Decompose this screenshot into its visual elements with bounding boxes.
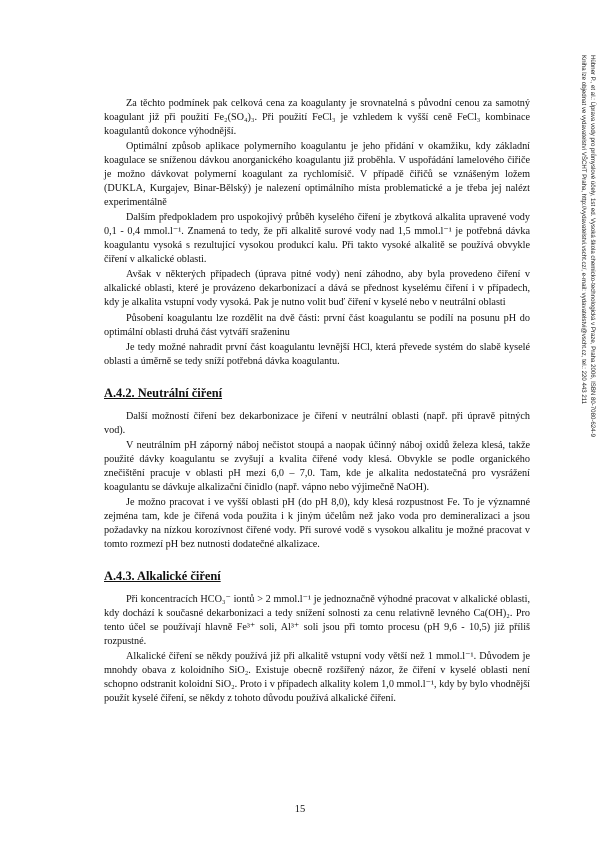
- paragraph: Alkalické čiření se někdy používá již při alkalitě vstupní vody větší než 1 mmol.l⁻¹. Důvodem je mnohdy obava z koloidního SiO₂. Existuje obecně rozšířený názor, že čiření v kyselé oblasti není schopno odstranit koloidní SiO₂. Proto i v případech alkality kolem 1,0 mmol.l⁻¹, kdy by bylo vhodnější použít kyselé čiření, se někdy z tohoto důvodu používá alkalické čiření.: [104, 650, 530, 704]
- side-citation-line: Hübner P., et al.: Úprava vody pro průmyslové účely, 1st ed. Vysoká škola chemicko-technologická v Praze, Praha 2006, ISBN 80-7080-624-9: [589, 55, 596, 437]
- side-citation: [569, 55, 597, 595]
- section-heading-a43: A.4.3. Alkalické čiření: [104, 568, 221, 583]
- paragraph: Další možností čiření bez dekarbonizace je čiření v neutrální oblasti (např. při úpravě pitných vod).: [104, 410, 530, 436]
- paragraph: Dalším předpokladem pro uspokojivý průběh kyselého čiření je zbytková alkalita upravené vody 0,1 - 0,4 mmol.l⁻¹. Znamená to tedy, že při alkalitě surové vody nad 1,5 mmol.l⁻¹ je potřebná dávka koagulantu vysoká s rezultující vysokou produkcí kalu. Při takto vysoké alkalitě se používá obvykle čiření v alkalické oblasti.: [104, 212, 530, 265]
- paragraph: V neutrálním pH záporný náboj nečistot stoupá a naopak účinný náboj oxidů železa klesá, takže použité dávky koagulantu se zvyšují a kvalita čiřené vody klesá. Obvykle se podle organického znečištění pracuje v oblasti pH mezi 6,0 – 7,0. Tam, kde je alkalita nedostatečná pro vysrážení koagulantu se dávkuje alkalizační činidlo (např. vápno nebo výjimečně NaOH).: [104, 440, 530, 493]
- body-text: [104, 97, 530, 707]
- paragraph: Je tedy možné nahradit první část koagulantu levnější HCl, která převede systém do slabě kyselé oblasti a úměrně se tedy sníží potřebná dávka koagulantu.: [104, 341, 530, 367]
- paragraph: Avšak v některých případech (úprava pitné vody) není záhodno, aby byla provedeno čiření v alkalické oblasti, které je provázeno dekarbonizací a dává se přednost kyselému čiření i v případech, kdy je alkalita vstupní vody vysoká. Pak je nutno volit buď čiření v kyselé nebo v neutrální oblasti: [104, 269, 530, 309]
- paragraph: Za těchto podmínek pak celková cena za koagulanty je srovnatelná s původní cenou za samotný koagulant již při použití Fe₂(SO₄)₃. Při použití FeCl₃ je vzhledem k vyšší ceně FeCl₃ kombinace koagulantů dokonce výhodnější.: [104, 98, 530, 137]
- section-heading-a42: A.4.2. Neutrální čiření: [104, 385, 223, 400]
- paragraph: Působení koagulantu lze rozdělit na dvě části: první část koagulantu se podílí na posunu pH do optimální oblasti druhá část vytváří sraženinu: [104, 312, 530, 338]
- page-number: 15: [294, 804, 306, 815]
- paragraph: Je možno pracovat i ve vyšší oblasti pH (do pH 8,0), kdy klesá rozpustnost Fe. To je významné zejména tam, kde je čiřená voda použita i k jiným účelům než jako voda pro demineralizaci a jsou požadavky na nízkou korozívnost čiřené vody. Při surové vodě s vysokou alkalitu je možné pracovat v tomto rozmezí pH bez nutnosti dodatečné alkalizace.: [104, 497, 530, 550]
- paragraph: Při koncentracích HCO₃⁻ iontů > 2 mmol.l⁻¹ je jednoznačně výhodné pracovat v alkalické oblasti, kdy dochází k současné dekarbonizaci a tedy snížení solnosti za cenu relativně levného Ca(OH)₂. Pro tento účel se používají hlavně Fe³⁺ soli, Al³⁺ soli jsou při tomto procesu (pH 9,6 - 10,5) již příliš rozpustné.: [104, 593, 530, 647]
- paragraph: Optimální způsob aplikace polymerního koagulantu je jeho přidání v okamžiku, kdy základní koagulace se sníženou dávkou anorganického koagulantu již proběhla. V uspořádání lamelového čiřiče je možno dávkovat polymerní koagulant za rychlomísič. V případě čiřičů se vznášeným ložem (DUKLA, Kurgajev, Binar-Bělský) je nalezení optimálního místa problematické a je třeba jej nalézt experimentálně: [104, 141, 530, 208]
- side-citation-line: Kniha lze objednat ve vydavatelství VŠCHT Praha, http://vydavatelstvi.vscht.cz/, e-mail: vydavatelstvi@vscht.cz, tel.: 220 443 211: [580, 55, 587, 405]
